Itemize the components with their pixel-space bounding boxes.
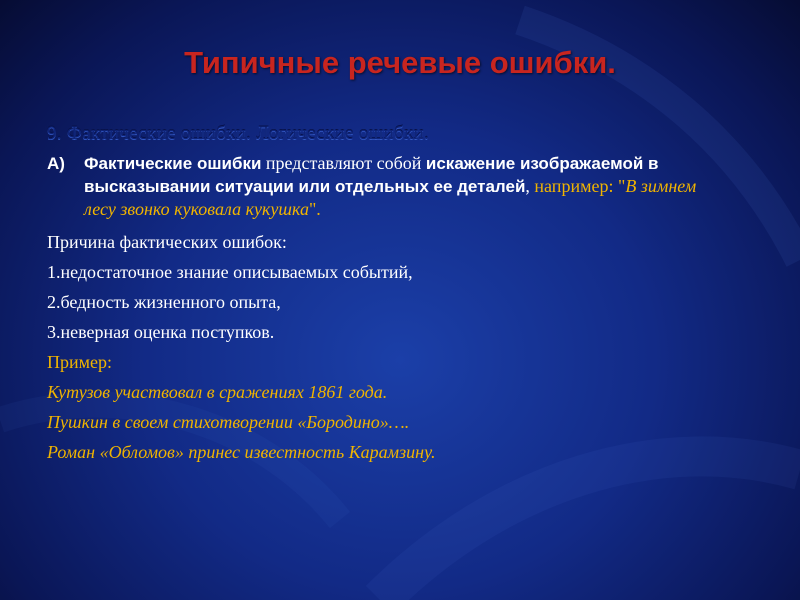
item-a-example-end: ".	[308, 199, 321, 219]
item-a-term: Фактические ошибки	[84, 154, 262, 173]
cause-item-1: 1.недостаточное знание описываемых событий,	[47, 262, 413, 282]
item-a-definition: искажение изображаемой в высказывании ситуации или отдельных ее деталей	[84, 154, 659, 196]
item-a	[47, 152, 767, 221]
slide-content	[47, 120, 767, 468]
item-a-label: А)	[47, 154, 65, 173]
cause-item-3: 3.неверная оценка поступков.	[47, 322, 275, 342]
example-item-2: Пушкин в своем стихотворении «Бородино»….	[47, 412, 410, 432]
item-a-example-intro: например: "	[534, 176, 626, 196]
example-header: Пример:	[47, 352, 113, 372]
slide-subtitle: 9. Фактические ошибки. Логические ошибки.	[47, 123, 430, 144]
item-a-comma: ,	[525, 176, 535, 196]
slide-title: Типичные речевые ошибки.	[184, 45, 616, 80]
example-item-3: Роман «Обломов» принес известность Карамзину.	[47, 442, 436, 462]
causes-header: Причина фактических ошибок:	[47, 232, 287, 252]
item-a-text	[84, 152, 724, 221]
example-item-1: Кутузов участвовал в сражениях 1861 года.	[47, 382, 388, 402]
item-a-example-quote: В зимнем лесу звонко куковала кукушка	[84, 176, 697, 219]
cause-item-2: 2.бедность жизненного опыта,	[47, 292, 281, 312]
item-a-text1: представляют собой	[261, 153, 426, 173]
